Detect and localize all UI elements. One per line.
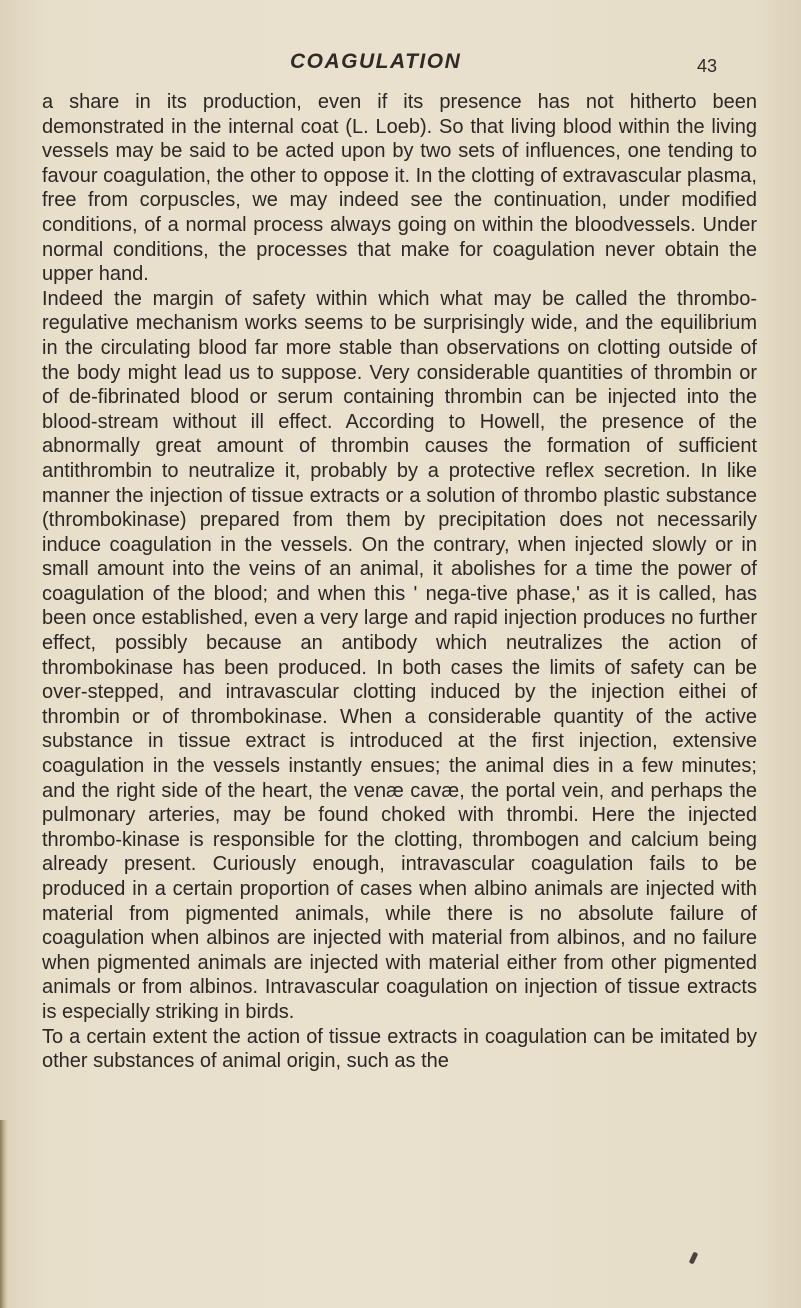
paper-speck [689,1252,699,1265]
running-head [0,50,801,80]
page-edge-shadow [0,1120,8,1308]
paragraph-3: To a certain extent the action of tissue extracts in coagulation can be imitated by other substances of animal origin, such as the [42,1025,757,1073]
paragraph-1: a share in its production, even if its presence has not hitherto been demonstrated in the internal coat (L. Loeb). So that living blood within the living vessels may be said to be acted upon by two sets of influences, one tending to favour coagulation, the other to oppose it. In the clotting of extravascular plasma, free from corpuscles, we may indeed see the continuation, under modified conditions, of a normal process always going on within the bloodvessels. Under normal conditions, the processes that make for coagulation never obtain the upper hand. [42,91,757,286]
paragraph-2: Indeed the margin of safety within which what may be called the thrombo-regulative mechanism works seems to be surprisingly wide, and the equilibrium in the circulating blood far more stable than observations on clotting outside of the body might lead us to suppose. Very considerable quantities of thrombin or of de-fibrinated blood or serum containing thrombin can be injected into the blood-stream without ill effect. According to Howell, the presence of the abnormally great amount of thrombin causes the formation of sufficient antithrombin to neutralize it, probably by a protective reflex secretion. In like manner the injection of tissue extracts or a solution of thrombo plastic substance (thrombokinase) prepared from them by precipitation does not necessarily induce coagulation in the vessels. On the contrary, when injected slowly or in small amount into the veins of an animal, it abolishes for a time the power of coagulation of the blood; and when this ' nega-tive phase,' as it is called, has been once established, even a very large and rapid injection produces no further effect, possibly because an antibody which neutralizes the action of thrombokinase has been produced. In both cases the limits of safety can be over-stepped, and intravascular clotting induced by the injection eithei of thrombin or of thrombokinase. When a considerable quantity of the active substance in tissue extract is introduced at the first injection, extensive coagulation in the vessels instantly ensues; the animal dies in a few minutes; and the right side of the heart, the venæ cavæ, the portal vein, and perhaps the pulmonary arteries, may be found choked with thrombi. Here the injected thrombo-kinase is responsible for the clotting, thrombogen and calcium being already present. Curiously enough, intravascular coagulation fails to be produced in a certain proportion of cases when albino animals are injected with material from pigmented animals, while there is no absolute failure of coagulation when albinos are injected with material from albinos, and no failure when pigmented animals are injected with material either from other pigmented animals or from albinos. Intravascular coagulation on injection of tissue extracts is especially striking in birds. [42,287,757,1023]
page-title: COAGULATION [290,50,462,73]
page-number: 43 [697,56,718,76]
body-text [42,90,757,1074]
